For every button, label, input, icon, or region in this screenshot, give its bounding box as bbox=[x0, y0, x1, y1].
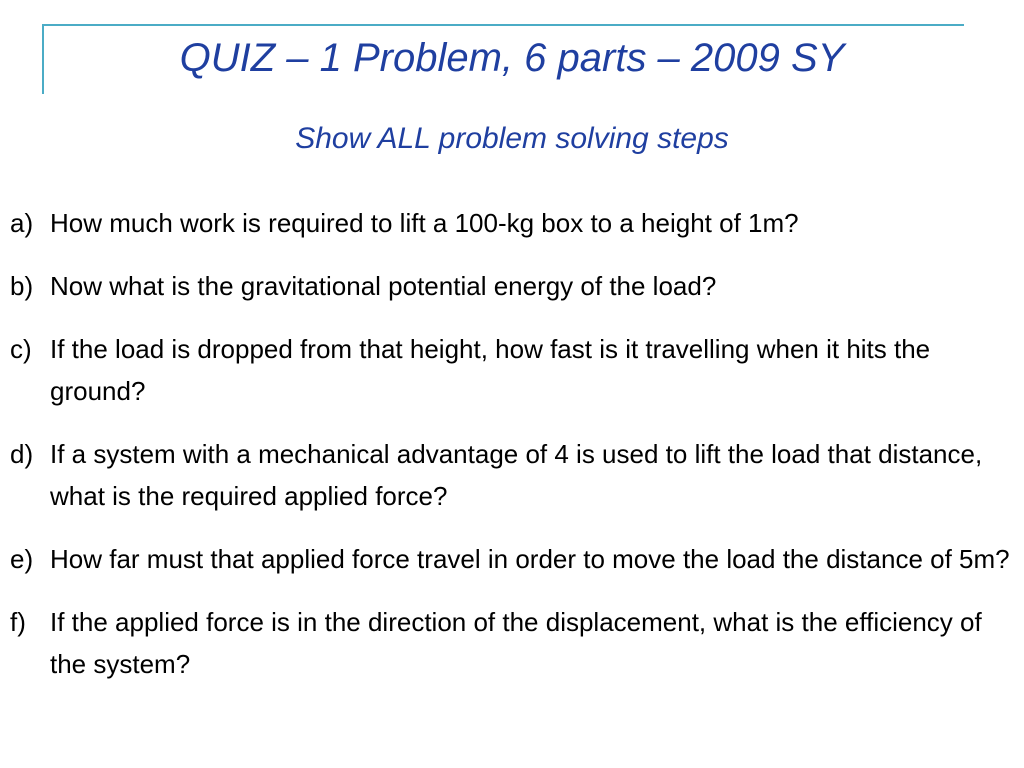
question-letter: e) bbox=[10, 544, 34, 574]
question-letter: f) bbox=[10, 607, 26, 637]
question-letter: b) bbox=[10, 271, 34, 301]
question-text: If the applied force is in the direction of the displacement, what is the efficiency of the system? bbox=[50, 607, 982, 679]
slide-title: QUIZ – 1 Problem, 6 parts – 2009 SY bbox=[179, 36, 845, 80]
question-text: If a system with a mechanical advantage of 4 is used to lift the load that distance, what is the required applied force? bbox=[50, 439, 983, 511]
question-text: Now what is the gravitational potential energy of the load? bbox=[50, 271, 717, 301]
question-item-c bbox=[10, 328, 1014, 412]
title-accent-line-top bbox=[42, 24, 964, 26]
question-item-a bbox=[10, 202, 1014, 244]
question-letter: c) bbox=[10, 334, 32, 364]
question-list bbox=[10, 202, 1014, 706]
question-item-d bbox=[10, 433, 1014, 517]
question-letter: d) bbox=[10, 439, 34, 469]
question-text: If the load is dropped from that height, how fast is it travelling when it hits the ground? bbox=[50, 334, 931, 406]
question-item-f bbox=[10, 601, 1014, 685]
question-text: How far must that applied force travel in order to move the load the distance of 5m? bbox=[50, 544, 1010, 574]
question-text: How much work is required to lift a 100-kg box to a height of 1m? bbox=[50, 208, 799, 238]
question-item-b bbox=[10, 265, 1014, 307]
question-letter: a) bbox=[10, 208, 34, 238]
question-item-e bbox=[10, 538, 1014, 580]
slide-subtitle: Show ALL problem solving steps bbox=[295, 122, 729, 155]
